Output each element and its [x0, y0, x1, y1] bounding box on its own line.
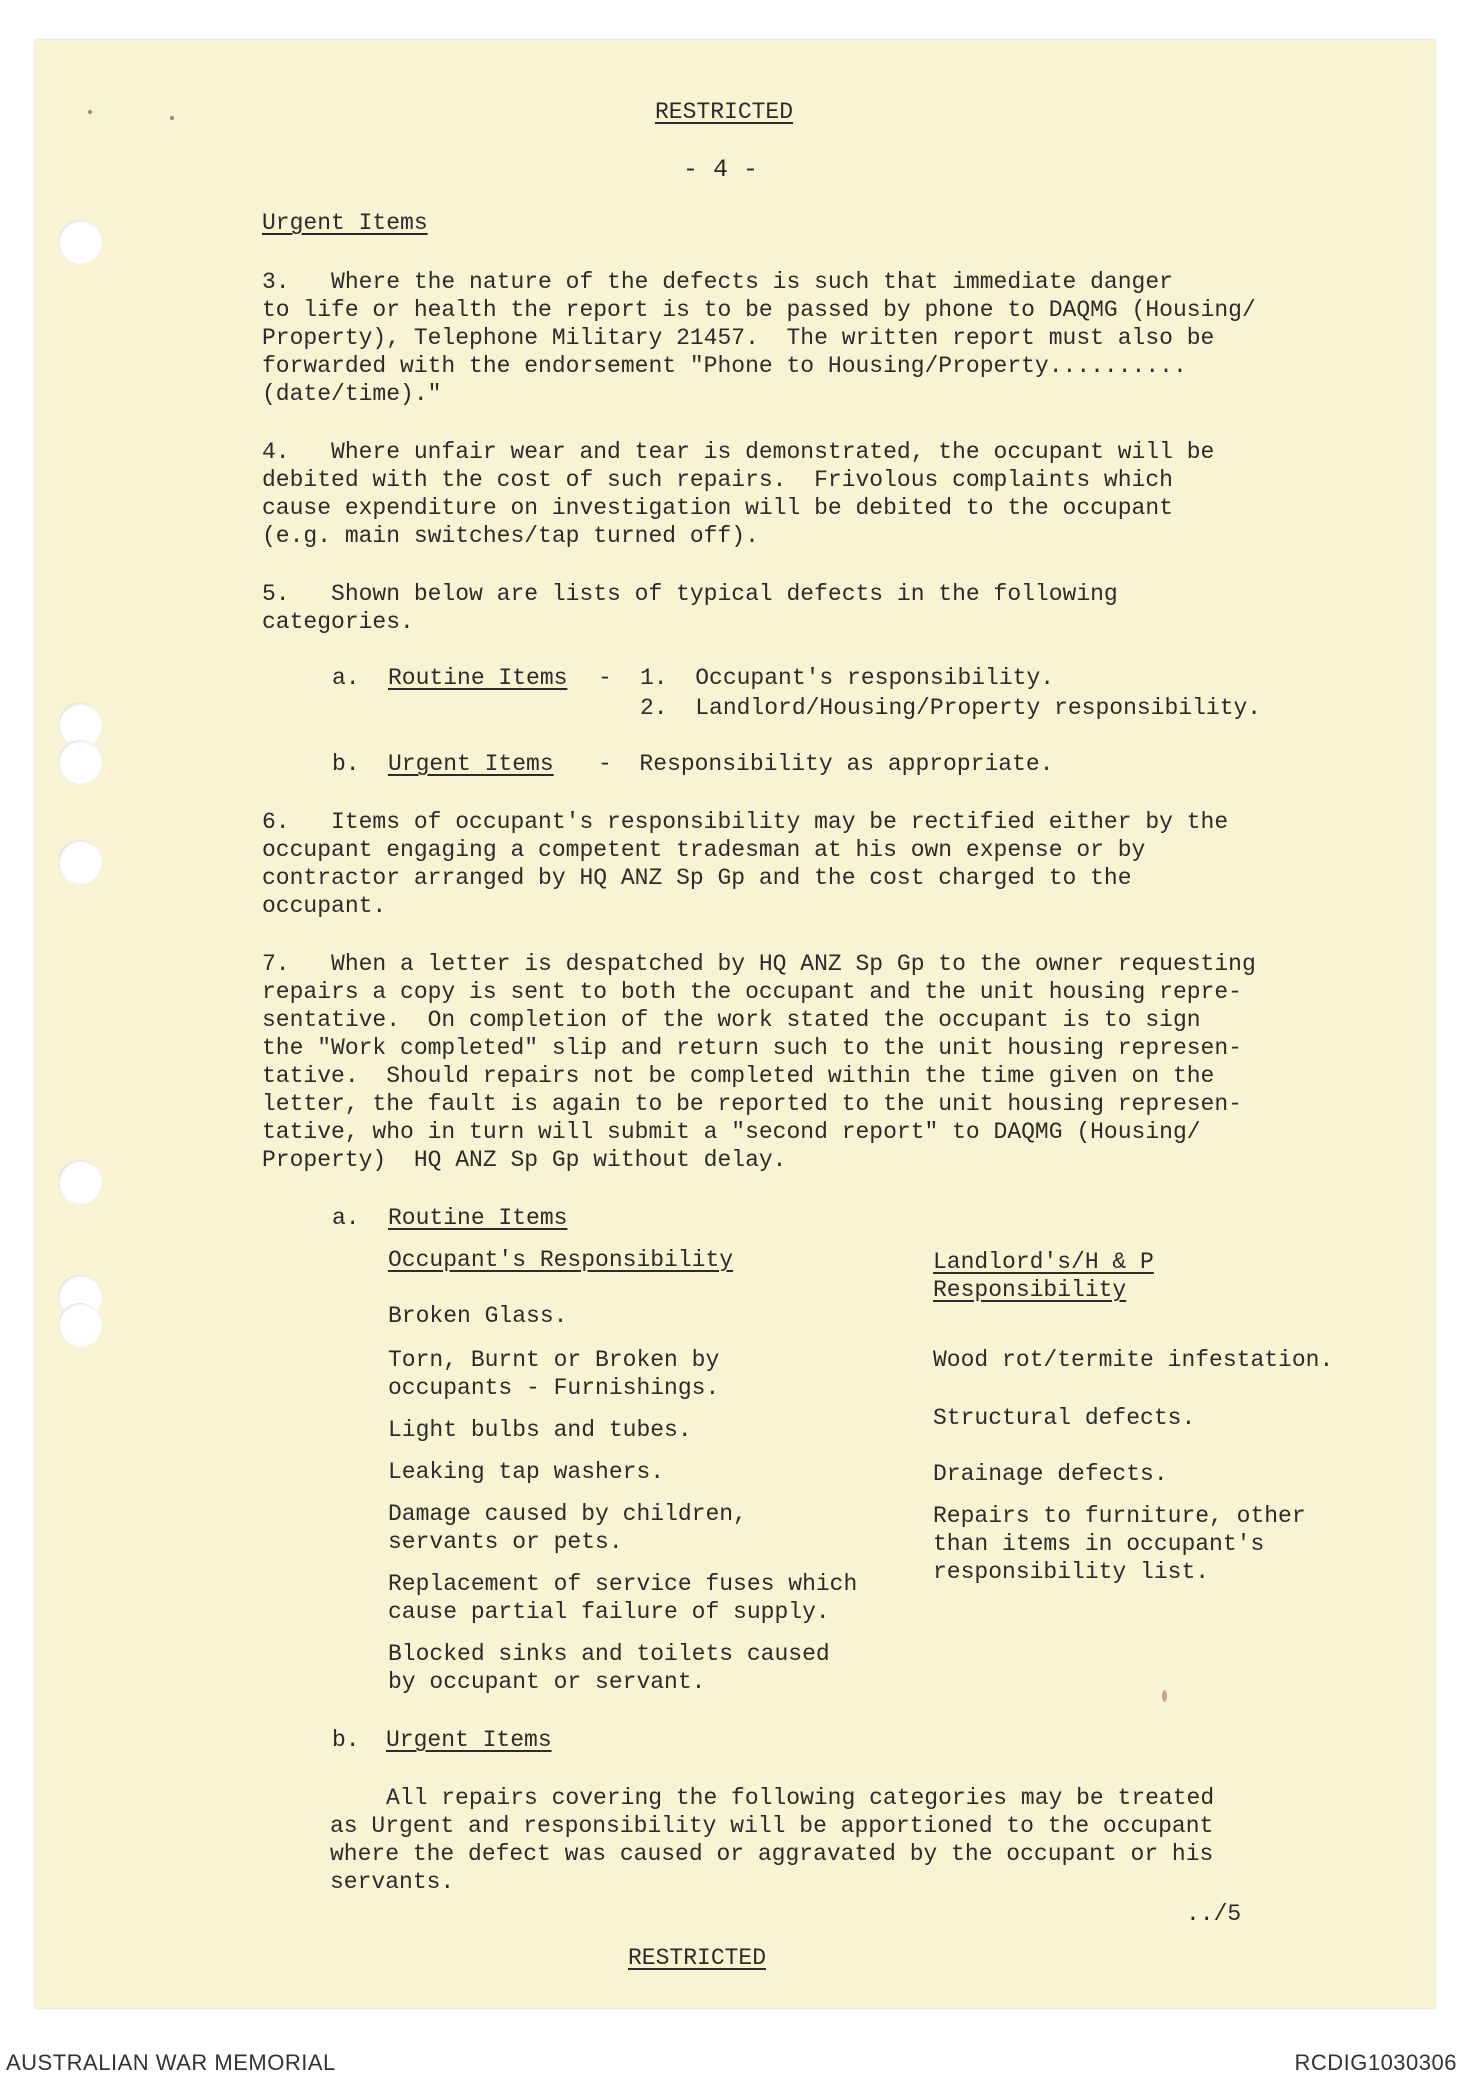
paragraph-4-line: debited with the cost of such repairs. Frivolous complaints which: [262, 467, 1173, 493]
category-b-label: Urgent Items: [388, 751, 554, 777]
paragraph-5-line: categories.: [262, 609, 414, 635]
paragraph-7-line: letter, the fault is again to be reported to the unit housing represen-: [262, 1091, 1242, 1117]
paragraph-6-line: contractor arranged by HQ ANZ Sp Gp and the cost charged to the: [262, 865, 1132, 891]
section-b-line: where the defect was caused or aggravated by the occupant or his: [330, 1841, 1214, 1867]
landlord-item: Drainage defects.: [933, 1461, 1168, 1487]
paragraph-4-line: cause expenditure on investigation will be debited to the occupant: [262, 495, 1173, 521]
section-b-letter: b.: [332, 1727, 360, 1753]
punch-hole: [58, 1303, 102, 1347]
paragraph-7-line: 7. When a letter is despatched by HQ ANZ Sp Gp to the owner requesting: [262, 951, 1256, 977]
section-a-letter: a.: [332, 1205, 360, 1231]
section-b-line: as Urgent and responsibility will be apportioned to the occupant: [330, 1813, 1214, 1839]
landlord-item: than items in occupant's: [933, 1531, 1265, 1557]
paragraph-3-line: 3. Where the nature of the defects is such that immediate danger: [262, 269, 1173, 295]
punch-hole: [58, 220, 102, 264]
section-b-line: All repairs covering the following categories may be treated: [386, 1785, 1215, 1811]
paper-speck: [1162, 1690, 1167, 1702]
landlord-item: Structural defects.: [933, 1405, 1196, 1431]
classification-header: RESTRICTED: [655, 99, 794, 125]
occupant-item: Torn, Burnt or Broken by: [388, 1347, 720, 1373]
section-b-line: servants.: [330, 1869, 455, 1895]
paragraph-3-line: to life or health the report is to be passed by phone to DAQMG (Housing/: [262, 297, 1256, 323]
occupant-item: cause partial failure of supply.: [388, 1599, 830, 1625]
paragraph-4-line: (e.g. main switches/tap turned off).: [262, 523, 759, 549]
category-a-item-2: 2. Landlord/Housing/Property responsibility.: [640, 695, 1262, 721]
section-heading-urgent: Urgent Items: [262, 210, 428, 236]
occupant-item: Light bulbs and tubes.: [388, 1417, 692, 1443]
landlord-heading-line: Responsibility: [933, 1277, 1127, 1303]
category-a-dash: -: [598, 665, 612, 691]
occupant-item: Leaking tap washers.: [388, 1459, 665, 1485]
occupant-item: Damage caused by children,: [388, 1501, 747, 1527]
paragraph-7-line: repairs a copy is sent to both the occupant and the unit housing repre-: [262, 979, 1242, 1005]
punch-hole: [58, 840, 102, 884]
paragraph-3-line: forwarded with the endorsement "Phone to Housing/Property..........: [262, 353, 1187, 379]
landlord-item: Wood rot/termite infestation.: [933, 1347, 1334, 1373]
classification-footer: RESTRICTED: [628, 1945, 767, 1971]
archive-name: AUSTRALIAN WAR MEMORIAL: [6, 2050, 336, 2075]
category-b-letter: b.: [332, 751, 360, 777]
occupant-item: Broken Glass.: [388, 1303, 568, 1329]
occupant-heading: Occupant's Responsibility: [388, 1247, 734, 1273]
paragraph-3-line: Property), Telephone Military 21457. The written report must also be: [262, 325, 1215, 351]
paragraph-6-line: occupant.: [262, 893, 387, 919]
punch-hole: [58, 1160, 102, 1204]
archive-id: RCDIG1030306: [1294, 2050, 1457, 2075]
landlord-item: Repairs to furniture, other: [933, 1503, 1306, 1529]
paragraph-6-line: 6. Items of occupant's responsibility may be rectified either by the: [262, 809, 1229, 835]
page-number: - 4 -: [683, 155, 759, 184]
paragraph-7-line: tative, who in turn will submit a "second report" to DAQMG (Housing/: [262, 1119, 1201, 1145]
paragraph-7-line: Property) HQ ANZ Sp Gp without delay.: [262, 1147, 787, 1173]
punch-hole: [58, 740, 102, 784]
paragraph-3-line: (date/time).": [262, 381, 442, 407]
section-b-title: Urgent Items: [386, 1727, 552, 1753]
paragraph-6-line: occupant engaging a competent tradesman at his own expense or by: [262, 837, 1146, 863]
category-a-letter: a.: [332, 665, 360, 691]
continuation-marker: ../5: [1186, 1901, 1242, 1927]
occupant-item: by occupant or servant.: [388, 1669, 706, 1695]
occupant-item: servants or pets.: [388, 1529, 623, 1555]
paragraph-7-line: the "Work completed" slip and return such to the unit housing represen-: [262, 1035, 1242, 1061]
category-b-text: - Responsibility as appropriate.: [598, 751, 1054, 777]
occupant-item: Replacement of service fuses which: [388, 1571, 858, 1597]
paragraph-7-line: tative. Should repairs not be completed within the time given on the: [262, 1063, 1215, 1089]
paragraph-5-line: 5. Shown below are lists of typical defects in the following: [262, 581, 1118, 607]
category-a-label: Routine Items: [388, 665, 568, 691]
paper-speck: [88, 110, 92, 114]
landlord-item: responsibility list.: [933, 1559, 1210, 1585]
occupant-item: Blocked sinks and toilets caused: [388, 1641, 830, 1667]
occupant-item: occupants - Furnishings.: [388, 1375, 720, 1401]
section-a-title: Routine Items: [388, 1205, 568, 1231]
paragraph-7-line: sentative. On completion of the work stated the occupant is to sign: [262, 1007, 1201, 1033]
paragraph-4-line: 4. Where unfair wear and tear is demonstrated, the occupant will be: [262, 439, 1215, 465]
category-a-item-1: 1. Occupant's responsibility.: [640, 665, 1055, 691]
landlord-heading-line: Landlord's/H & P: [933, 1249, 1154, 1275]
paper-speck: [170, 116, 174, 120]
